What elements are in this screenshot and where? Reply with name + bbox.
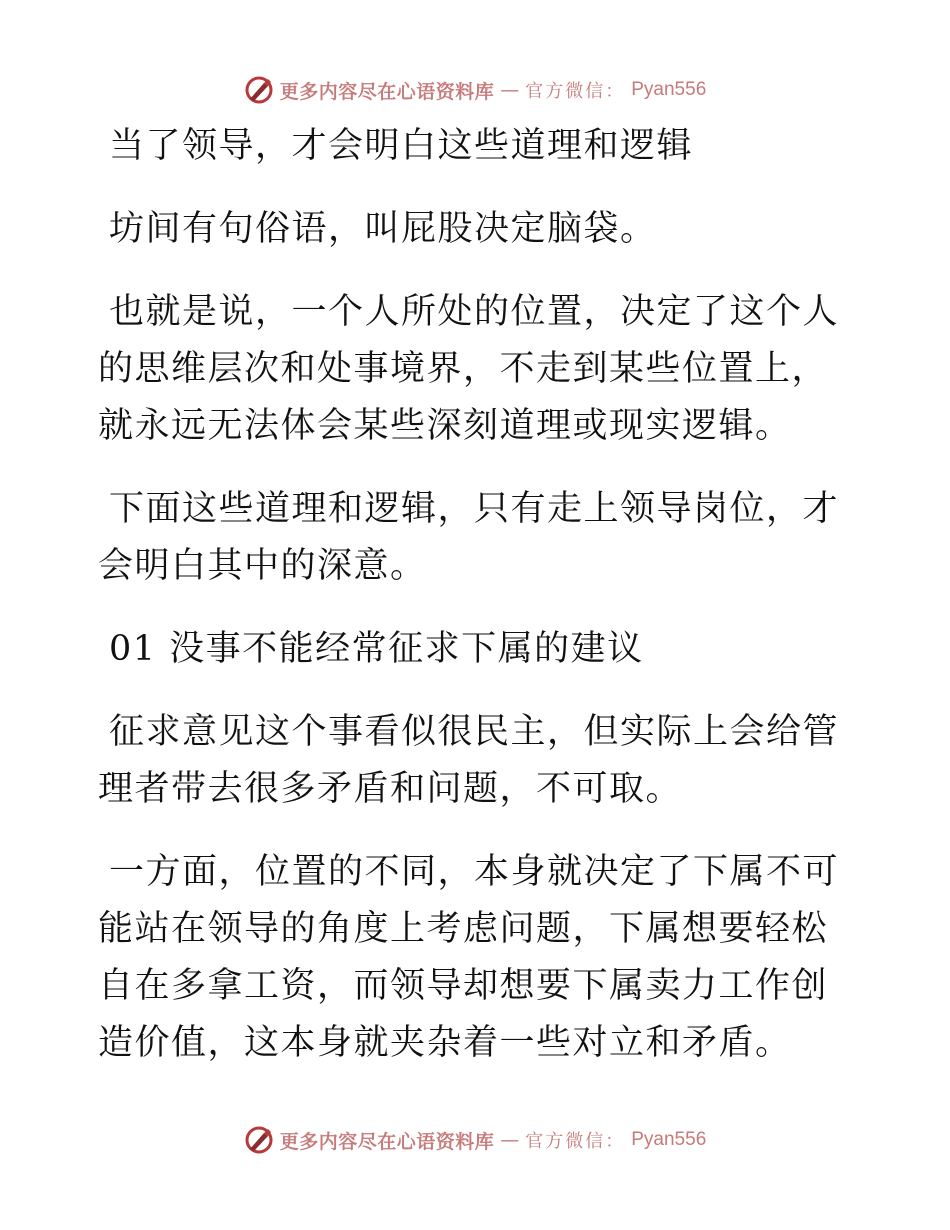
pen-logo-icon [244,1125,274,1155]
wechat-label: 官方微信： [525,1131,626,1152]
document-body [98,118,858,1098]
banner-text: 更多内容尽在心语资料库 [279,80,495,103]
wechat-id: Pyan556 [631,79,707,100]
footer-banner [0,1120,950,1160]
paragraph: 下面这些道理和逻辑，只有走上领导岗位，才会明白其中的深意。 [98,489,840,586]
document-title: 当了领导，才会明白这些道理和逻辑 [109,126,694,166]
wechat-id: Pyan556 [631,1129,707,1150]
banner-separator: — [500,79,520,101]
banner-text: 更多内容尽在心语资料库 [279,1130,495,1153]
section-heading: 01 没事不能经常征求下属的建议 [109,629,644,669]
pen-logo-icon [244,75,274,105]
header-banner [0,70,950,110]
wechat-label: 官方微信： [525,81,626,102]
paragraph: 也就是说，一个人所处的位置，决定了这个人的思维层次和处事境界，不走到某些位置上，就永远无法体会某些深刻道理或现实逻辑。 [98,292,840,446]
paragraph: 征求意见这个事看似很民主，但实际上会给管理者带去很多矛盾和问题，不可取。 [98,712,840,809]
paragraph: 坊间有句俗语，叫屁股决定脑袋。 [109,209,657,249]
paragraph: 一方面，位置的不同，本身就决定了下属不可能站在领导的角度上考虑问题，下属想要轻松自在多拿工资，而领导却想要下属卖力工作创造价值，这本身就夹杂着一些对立和矛盾。 [98,852,840,1063]
banner-separator: — [500,1129,520,1151]
